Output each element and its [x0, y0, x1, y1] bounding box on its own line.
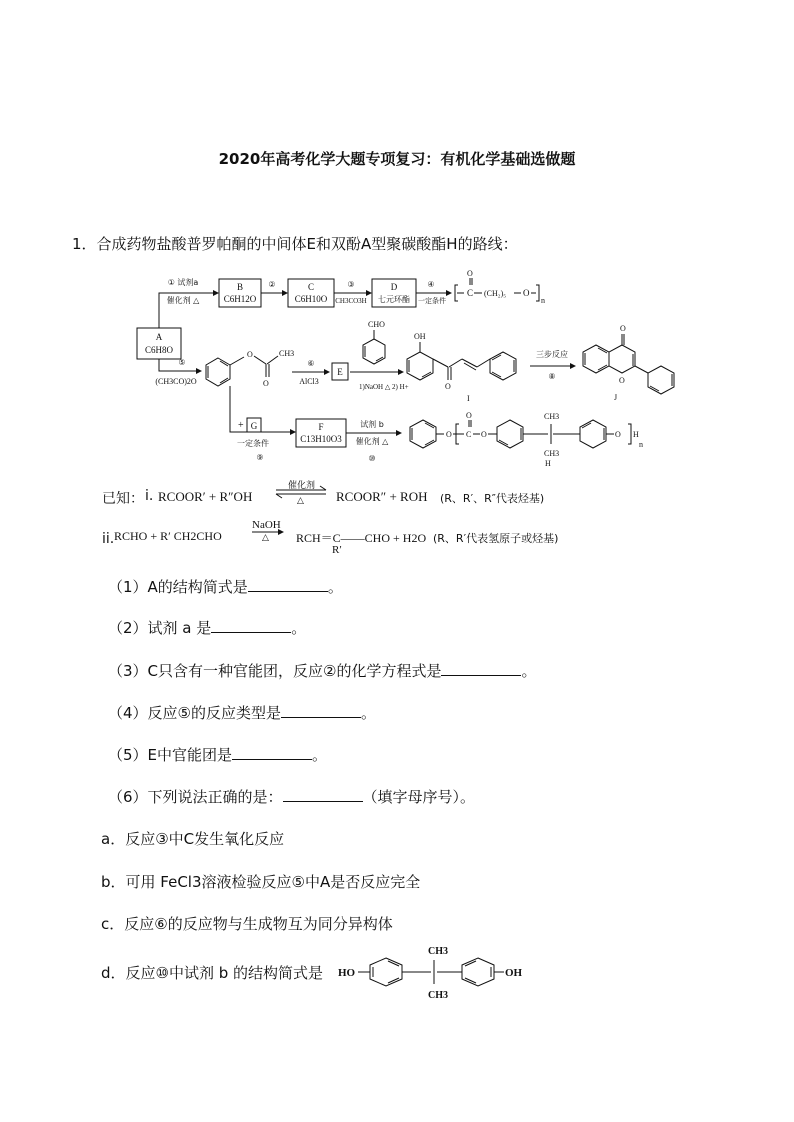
- reaction-10-reagent: 试剂 b: [360, 420, 384, 429]
- given-i-cond-bot: △: [297, 496, 304, 506]
- box-c-label: C: [307, 282, 315, 292]
- given-ii-right: RCH＝C——CHO + H2O: [296, 531, 427, 545]
- bisphenol-a-structure: [336, 940, 536, 1004]
- question-number: 1．: [72, 235, 97, 253]
- given-ii-label: ii.: [102, 531, 115, 547]
- reaction-8-number: ⑧: [548, 372, 556, 381]
- label-h: H: [545, 459, 551, 468]
- phenyl-acetate-structure: [206, 349, 294, 388]
- svg-text:H: H: [633, 430, 639, 439]
- svg-text:O: O: [523, 288, 530, 298]
- reaction-6-number: ⑥: [307, 359, 315, 368]
- polymer-d-chain: (CH₂)₅: [484, 289, 507, 298]
- answer-blank-4[interactable]: [281, 703, 361, 718]
- svg-text:O: O: [615, 430, 621, 439]
- reaction-6-reagent: AlCl3: [299, 377, 319, 386]
- reaction-4-condition: 一定条件: [418, 297, 446, 305]
- answer-blank-2[interactable]: [211, 618, 291, 633]
- answer-blank-6[interactable]: [283, 787, 363, 802]
- question-text: 合成药物盐酸普罗帕酮的中间体E和双酚A型聚碳酸酯H的路线：: [96, 235, 518, 253]
- reaction-1-reagent: ① 试剂a: [167, 278, 199, 287]
- subquestion-1: （1）A的结构简式是 。: [108, 578, 343, 596]
- svg-text:CH3: CH3: [544, 412, 560, 421]
- given-i-right: RCOOR″ + ROH: [336, 489, 428, 504]
- svg-text:CH3: CH3: [428, 946, 448, 957]
- given-ii-left: RCHO + R′ CH2CHO: [114, 529, 222, 543]
- svg-text:CH3: CH3: [544, 449, 560, 458]
- svg-text:CH3: CH3: [428, 990, 448, 1001]
- option-b: b．可用 FeCl3溶液检验反应⑤中A是否反应完全: [101, 873, 421, 891]
- svg-text:O: O: [445, 382, 451, 391]
- svg-text:O: O: [466, 411, 472, 420]
- polymer-h-structure: [410, 411, 643, 468]
- svg-text:O: O: [446, 430, 452, 439]
- given-prefix: 已知：: [102, 491, 144, 507]
- svg-text:n: n: [541, 296, 545, 305]
- reaction-5-reagent: (CH3CO)2O: [155, 377, 197, 386]
- svg-text:HO: HO: [338, 967, 356, 979]
- box-f-label: F: [318, 422, 324, 432]
- subquestion-2: （2）试剂 a 是 。: [108, 619, 307, 637]
- box-f-formula: C13H10O3: [300, 434, 342, 444]
- reaction-9-number: ⑨: [256, 453, 264, 462]
- reaction-3-number: ③: [347, 280, 355, 289]
- polymer-d-c: C: [467, 288, 474, 298]
- reaction-9-condition: 一定条件: [237, 439, 269, 448]
- page-title: 2020年高考化学大题专项复习：有机化学基础选做题: [218, 150, 576, 168]
- answer-blank-5[interactable]: [232, 745, 312, 760]
- subquestion-4: （4）反应⑤的反应类型是 。: [108, 704, 377, 722]
- svg-text:O: O: [481, 430, 487, 439]
- answer-blank-3[interactable]: [441, 661, 521, 676]
- svg-text:n: n: [639, 440, 643, 449]
- reaction-10-number: ⑩: [368, 454, 376, 463]
- svg-text:O: O: [620, 324, 626, 333]
- box-c-formula: C6H10O: [294, 294, 328, 304]
- benzaldehyde-structure: [363, 320, 385, 364]
- subquestion-6: （6）下列说法正确的是： （填字母序号）。: [108, 788, 476, 806]
- svg-text:OH: OH: [414, 332, 426, 341]
- given-i-label: i.: [145, 488, 154, 504]
- given-i-left: RCOOR′ + R″OH: [158, 489, 253, 504]
- given-ii-cond-bot: △: [262, 533, 269, 543]
- label-j: J: [614, 393, 618, 402]
- given-i-note: (R、R′、R″代表烃基): [440, 492, 545, 505]
- given-ii-note: (R、R′代表氢原子或烃基): [433, 532, 559, 545]
- box-a-label: A: [155, 332, 163, 342]
- label-i: I: [467, 394, 470, 403]
- polymer-d-o: O: [467, 269, 473, 278]
- box-b-formula: C6H12O: [223, 294, 257, 304]
- given-ii-substituent: R′: [332, 544, 342, 556]
- svg-text:CH3: CH3: [279, 349, 295, 358]
- compound-i-structure: [407, 332, 516, 403]
- svg-text:C: C: [466, 430, 472, 439]
- reaction-8-reagent: 三步反应: [536, 350, 568, 359]
- box-d-label: D: [390, 282, 398, 292]
- option-c: c．反应⑥的反应物与生成物互为同分异构体: [101, 915, 393, 933]
- box-g-label: G: [250, 421, 258, 431]
- reaction-4-number: ④: [427, 280, 435, 289]
- svg-text:+: +: [238, 420, 244, 431]
- reaction-10-condition: 催化剂 △: [355, 437, 389, 446]
- given-i-cond-top: 催化剂: [288, 481, 316, 491]
- option-d: d．反应⑩中试剂 b 的结构简式是: [101, 964, 324, 982]
- subquestion-5: （5）E中官能团是 。: [108, 746, 328, 764]
- reaction-7-reagent: 1)NaOH △ 2) H+: [359, 383, 409, 391]
- reaction-3-reagent: CH3CO3H: [335, 297, 367, 305]
- box-a-formula: C6H8O: [144, 345, 174, 355]
- box-b-label: B: [236, 282, 244, 292]
- reaction-1-condition: 催化剂 △: [166, 296, 200, 305]
- given-ii-cond-top: NaOH: [252, 519, 281, 531]
- compound-j-structure: [583, 324, 674, 402]
- svg-text:O: O: [263, 379, 269, 388]
- reaction-2-number: ②: [268, 280, 276, 289]
- synthesis-scheme: [0, 0, 794, 500]
- box-e-label: E: [337, 367, 343, 377]
- answer-blank-1[interactable]: [248, 577, 328, 592]
- box-d-desc: 七元环酯: [378, 295, 410, 304]
- svg-text:OH: OH: [505, 967, 523, 979]
- option-a: a．反应③中C发生氧化反应: [101, 830, 285, 848]
- svg-text:CHO: CHO: [368, 320, 385, 329]
- svg-text:O: O: [619, 376, 625, 385]
- svg-text:O: O: [247, 350, 253, 359]
- reaction-5-number: ⑤: [178, 358, 186, 367]
- subquestion-3: （3）C只含有一种官能团，反应②的化学方程式是 。: [108, 662, 537, 680]
- polymer-d-structure: [455, 269, 545, 305]
